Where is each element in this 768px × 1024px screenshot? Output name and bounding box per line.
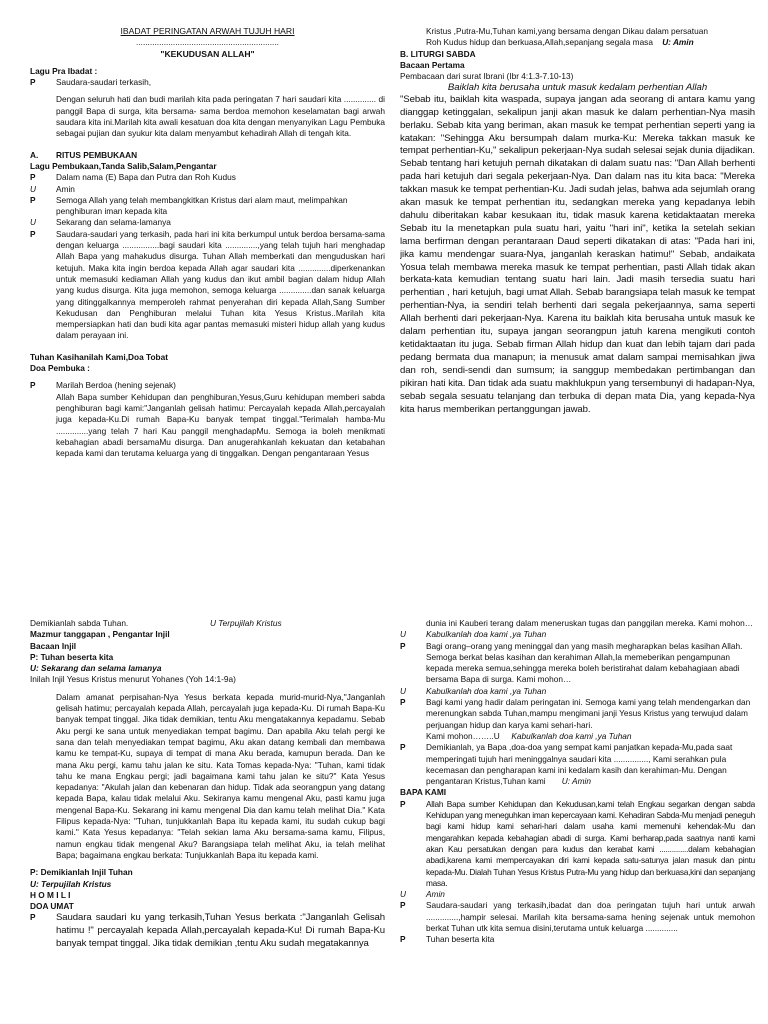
- liturgy-line: [30, 380, 385, 391]
- liturgy-text: Saudara-saudari yang terkasih, pada hari ini kita berkumpul untuk berdoa bersama-sama dengan keluarga ................bagi saudari kita ..............,yang telah tujuh hari menghadap Allah Bapa yang mahakudus disurga. Tuhan Allah memberkati dan menguduskan hari ketujuh. Maka kita ingin berdoa kepada Allah agar saudari kita ..............diperkenankan untuk memasuki kediaman Allah yang kudus dan ikut ambil bagian dalam hidup Allah yang kudus disurga. Kita juga memohon, semoga keluarga ..............dan sanak keluarga yang ditinggalkannya memperoleh rahmat penyerahan diri kepada Allah,Sang Sumber Kekudusan dan Penghiburan melalui Tuhan kita Yesus Kristus..Marilah kita mempersiapkan hati dan budi kita agar pantas memasuki misteri hidup allah yang kudus dalam perayaan ini.: [56, 228, 385, 341]
- p-marker: P: [30, 912, 36, 923]
- u-sekarang: U: Sekarang dan selama lamanya: [30, 663, 162, 674]
- title-dots: ..............................................................: [136, 37, 279, 48]
- first-reading-text: "Sebab itu, baiklah kita waspada, supaya jangan ada seorang di antara kamu yang dianggap ketinggalan, sekalipun janji akan masuk ke dalam perhentian-Nya masih berlaku. Sebab kita yang beriman, akan masuk ke tempat perhentian seperti yang ia katakan: "Sehingga Aku bersumpah dalam murka-Ku: Mereka takkan masuk ke tempat perhentian-Ku," sekalipun pekerjaan-Nya sudah selesai sejak dunia dijadikan. Sebab tentang hari ketujuh pernah dikatakan di dalam suatu nas: "Dan Allah berhenti pada hari ketujuh dari segala pekerjaan-Nya. Dan dalam nas itu kita baca: "Mereka takkan masuk ke tempat perhentian-Ku. Jadi sudah jelas, bahwa ada sejumlah orang akan masuk ke tempat perhentian itu, sedangkan mereka yang kepadanya lebih dahulu diberitakan kabar kesukaan itu, tidak masuk karena ketidaktaatan mereka Sebab itu Ia menetapkan pula suatu hari, yaitu "hari ini", ketika Ia setelah sekian lama berfirman dengan perantaraan Daud seperti dikatakan di atas: "Pada hari ini, jika kamu mendengar suara-Nya, janganlah keraskan hatimu!" Sebab, andaikata Yosua telah membawa mereka masuk ke tempat perhentian, pasti Allah tidak akan berkata-kata kemudian tentang suatu hari lain. Jadi masih tersedia suatu hari perhentian , hari ketujuh, bagi umat Allah. Sebab barangsiapa telah masuk ke tempat perhentian-Nya, ia sendiri telah berhenti dari segala pekerjaannya, sama seperti Allah berhenti dari pekerjaan-Nya. Karena itu baiklah kita berusaha untuk masuk ke dalam perhentian itu, supaya jangan seorangpun jatuh karena mengikuti contoh ketidaktaatan itu juga. Sebab firman Allah hidup dan kuat dan lebih tajam dari pada pedang bermata dua manapun; ia menusuk amat dalam sampai memisahkan jiwa dan roh, sendi-sendi dan sumsum; ia sanggup membedakan pertimbangan dan pikiran hati kita. Dan tidak ada suatu makhlukpun yang tersembunyi di hadapan-Nya, sebab segala sesuatu telanjang dan terbuka di depan mata Dia, yang kepada-Nya kita harus memberikan pertanggungan jawab.: [400, 93, 755, 415]
- liturgy-line: [30, 195, 385, 218]
- demikian-row: [30, 618, 385, 629]
- u-marker: U: [30, 183, 36, 194]
- liturgy-text: Marilah Berdoa (hening sejenak): [56, 380, 176, 391]
- demikianlah-text: Demikianlah, ya Bapa ,doa-doa yang sempat kami panjatkan kepada-Mu,pada saat memperingati tujuh hari meninggalnya saudari kita ..............., Kami serahkan pula kecemasan dan pengharapan kami ini kedalam kasih dan kerahiman-Mu. Dengan pengantaran Kristus,Tuhan kami: [426, 742, 733, 787]
- p-marker: P: [30, 228, 36, 239]
- doa-umat-text: Saudara saudari ku yang terkasih,Tuhan Yesus berkata :"Janganlah Gelisah hatimu !" percayalah kepada Allah,percayalah kepada-Ku! Di rumah Bapa-Ku banyak tempat tinggal. Jika tidak demikian ,tentu Aku sudah megatakannya: [56, 912, 385, 950]
- demikian-text: Demikianlah sabda Tuhan.: [30, 618, 129, 628]
- intro-greet-row: [30, 77, 385, 88]
- u-amin: U: Amin: [662, 37, 694, 48]
- p-marker: P: [30, 380, 36, 391]
- intention-text: Bagi orang–orang yang meninggal dan yang masih megharapkan belas kasihan Allah. Semoga berkat belas kasihan dan kerahiman Allah,Ia memeberikan pengampunan kepada mereka semua,sehingga mereka boleh beristirahat dalam kebahagiaan abadi bersama Bapa di surga. Kami mohon…: [426, 640, 743, 685]
- kabulkan-text: Kabulkanlah doa kami ,ya Tuhan: [426, 685, 547, 696]
- page-top-left: [30, 26, 385, 571]
- tuhan-kasihanilah-heading: Tuhan Kasihanilah Kami,Doa Tobat: [30, 351, 168, 362]
- doa-umat-heading: DOA UMAT: [30, 901, 74, 912]
- closing-prayer-text: Allah Bapa sumber Kehidupan dan Kekudusan,kami telah Engkau segarkan dengan sabda Kehidupan yang meneguhkan iman kepercayaan kami. Kehadiran Sabda-Mu menjadi peneguh bagi kami hidup kami sehari-hari dalam usaha kami memenuhi kehendak-Mu dan mengarahkan kepada kebahagian abadi di surga. Kami berharap,pada saatnya nanti kami akan Kau persatukan dengan para kudus dan kerabat kami ..............dalam kebahagian abadi,karena kami mempercayakan diri kami kepada satu-satunya jalan masuk dan pintu kepada-Mu. Dialah Tuhan Yesus Kristus Putra-Mu yang hidup dan berkuasa,kini dan sepanjang masa.: [426, 798, 755, 888]
- liturgy-line: [400, 889, 755, 900]
- pembacaan-source: Pembacaan dari surat Ibrani (Ibr 4:1.3-7.10-13): [400, 71, 574, 82]
- page-bottom-right: [400, 618, 755, 1024]
- continuation-line: [400, 37, 755, 48]
- cut-line: Tuhan beserta kita: [426, 934, 495, 945]
- dunia-text: dunia ini Kauberi terang dalam meneruskan tugas dan panggilan mereka. Kami mohon…: [426, 618, 754, 628]
- p-marker: P: [400, 742, 406, 753]
- liturgy-line: [30, 229, 385, 342]
- p-marker: P: [30, 172, 36, 183]
- u-marker: U: [400, 889, 406, 900]
- bacaan-injil-heading: Bacaan Injil: [30, 640, 77, 651]
- lagu-pra-heading: Lagu Pra Ibadat :: [30, 65, 98, 76]
- liturgy-text: Sekarang dan selama-lamanya: [56, 217, 171, 228]
- u-marker: U: [30, 217, 36, 228]
- p-marker: P: [400, 798, 406, 809]
- mazmur-heading: Mazmur tanggapan , Pengantar Injil: [30, 629, 170, 640]
- homili-heading: H O M I L I: [30, 889, 71, 900]
- kabulkan-text: Kabulkanlah doa kami ,ya Tuhan: [426, 629, 547, 640]
- intention-text: [426, 697, 755, 742]
- liturgy-line: [30, 172, 385, 183]
- liturgy-line: [30, 912, 385, 951]
- bacaan-pertama-heading: Bacaan Pertama: [400, 59, 465, 70]
- section-a-heading: [30, 150, 385, 161]
- p-marker: P: [400, 900, 406, 911]
- continuation-line: Kristus ,Putra-Mu,Tuhan kami,yang bersama dengan Dikau dalam persatuan: [426, 26, 708, 36]
- p-marker: P: [30, 77, 36, 88]
- doa-pembuka-heading: Doa Pembuka :: [30, 363, 90, 374]
- liturgy-line: [400, 686, 755, 697]
- liturgy-line: [400, 799, 755, 889]
- p-marker: P: [400, 640, 406, 651]
- kami-mohon: Kami mohon……..U: [426, 730, 500, 741]
- u-marker: U: [400, 685, 406, 696]
- liturgy-text: Dalam nama (E) Bapa dan Putra dan Roh Kudus: [56, 172, 236, 183]
- inilah-injil: Inilah Injil Yesus Kristus menurut Yohanes (Yoh 14:1-9a): [30, 674, 236, 685]
- doa-pembuka-text: Allah Bapa sumber Kehidupan dan penghiburan,Yesus,Guru kehidupan memberi sabda penghiburan bagi kami:"Janganlah gelisah hatimu: Percayalah kepada Allah,percayalah juga kepada-Ku.Di rumah Bapa-Ku banyak tempat tinggal."Terimalah hamba-Mu ..............yang telah 7 hari Kau panggil menghadapMu. Semoga ia boleh menikmati kebahagian abadi bersamaMu disurga. Dan anugerahkanlah kekuatan dan ketabahan kepada kami dan terutama keluarga yang di tinggalkan. Dengan pengantaraan Yesus: [56, 391, 385, 459]
- liturgy-line: [30, 217, 385, 228]
- p-marker: P: [30, 194, 36, 205]
- liturgy-line: [30, 184, 385, 195]
- section-b-heading: B. LITURGI SABDA: [400, 48, 476, 59]
- u-terpujilah-2: U: Terpujilah Kristus: [30, 878, 112, 889]
- page-top-right: [400, 26, 755, 571]
- p-tuhan-beserta: P: Tuhan beserta kita: [30, 651, 114, 662]
- kabulkan-inline: Kabulkanlah doa kami ,ya Tuhan: [511, 730, 632, 741]
- intention-body: Bagi kami yang hadir dalam peringatan ini. Semoga kami yang telah mendengarkan dan merenungkan sabda Tuhan,mampu mengimani janji Yesus Kristus yang terwujud dalam perjuangan hidup dan karya kami sehari-hari.: [426, 697, 751, 730]
- reading-heading: Baiklah kita berusaha untuk masuk kedalam perhentian Allah: [447, 82, 708, 94]
- p-marker: P: [400, 697, 406, 708]
- intro-paragraph: Dengan seluruh hati dan budi marilah kita pada peringatan 7 hari saudari kita .............. di panggil Bapa di surga, kita bersama- sama berdoa memohon keselamatan bagi arwah saudara kita ini.Marilah kita awali kesatuan doa kita dengan menyanyikan Lagu Pembuka sebagai pujian dan syukur kita dalam menyambut kehadirah Allah di tengah kita.: [56, 94, 385, 139]
- liturgy-line: [400, 697, 755, 742]
- lagu-pembukaan-heading: Lagu Pembukaan,Tanda Salib,Salam,Pengantar: [30, 160, 217, 171]
- section-a-title: RITUS PEMBUKAAN: [56, 149, 138, 160]
- liturgy-line: [400, 742, 755, 787]
- p-marker: P: [400, 934, 406, 945]
- liturgy-line: [400, 934, 755, 945]
- liturgy-text: Amin: [56, 183, 75, 194]
- continuation-text: Roh Kudus hidup dan berkuasa,Allah,sepanjang segala masa: [426, 37, 653, 48]
- p-demikianlah: P: Demikianlah Injil Tuhan: [30, 867, 133, 878]
- liturgy-line: [400, 641, 755, 686]
- u-amin: U: Amin: [561, 776, 591, 787]
- doc-title: IBADAT PERINGATAN ARWAH TUJUH HARI: [120, 26, 295, 36]
- final-text: Saudara-saudari yang terkasih,ibadat dan doa peringatan tujuh hari untuk arwah ..............,hampir selesai. Marilah kita bersama-sama hening sejenak untuk memohon berkat Tuhan utk kita semua disini,terutama untuk keluarga ..............: [426, 900, 755, 934]
- gospel-text: Dalam amanat perpisahan-Nya Yesus berkata kepada murid-murid-Nya,"Janganlah gelisah hatimu; percayalah kepada Allah, percayalah juga kepada-Ku. Di rumah Bapa-Ku banyak tempat tinggal. Jika tidak demikian, tentu Aku mengatakannya kepadamu. Sebab Aku pergi ke sana untuk menyediakan tempat bagimu. Dan apabila Aku telah pergi ke sana dan telah menyediakan tempat bagimu, Aku akan datang kembali dan membawa kamu ke tempat-Ku, supaya di tempat di mana Aku berada, kamupun berada. Dan ke mana Aku pergi, kamu tahu jalan ke situ. Kata Tomas kepada-Nya: "Tuhan, kami tidak tahu ke mana Engkau pergi; jadi bagaimana kami tahu jalan ke situ?" Kata Yesus kepadanya: "Akulah jalan dan kebenaran dan hidup. Tidak ada seorangpun yang datang kepada Bapa, kalau tidak melalui Aku. Sekiranya kamu mengenal Aku, pasti kamu juga mengenal Bapa-Ku. Sekarang ini kamu mengenal Dia dan kamu telah melihat Dia." Kata Filipus kepada-Nya: "Tuhan, tunjukkanlah Bapa itu kepada kami, itu sudah cukup bagi kami." Kata Yesus kepadanya: "Telah sekian lama Aku bersama-sama kamu, Filipus, namun engkau tidak mengenal Aku? Barangsiapa telah melihat Aku, ia telah melihat Bapa; bagaimana engkau berkata: Tunjukkanlah Bapa itu kepada kami.: [56, 691, 385, 860]
- liturgy-text: Semoga Allah yang telah membangkitkan Kristus dari alam maut, melimpahkan penghiburan iman kepada kita: [56, 194, 348, 217]
- amin-text: Amin: [426, 889, 445, 900]
- liturgy-line: [400, 900, 755, 934]
- intention-text: [426, 742, 755, 787]
- doc-subtitle: "KEKUDUSAN ALLAH": [160, 48, 255, 59]
- intro-greeting: Saudara-saudari terkasih,: [56, 77, 152, 88]
- section-a-number: A.: [30, 149, 39, 160]
- page-bottom-left: [30, 618, 385, 1024]
- bapa-kami-heading: BAPA KAMI: [400, 787, 447, 798]
- u-terpujilah: U Terpujilah Kristus: [210, 618, 282, 628]
- u-marker: U: [400, 629, 406, 640]
- liturgy-line: [400, 629, 755, 640]
